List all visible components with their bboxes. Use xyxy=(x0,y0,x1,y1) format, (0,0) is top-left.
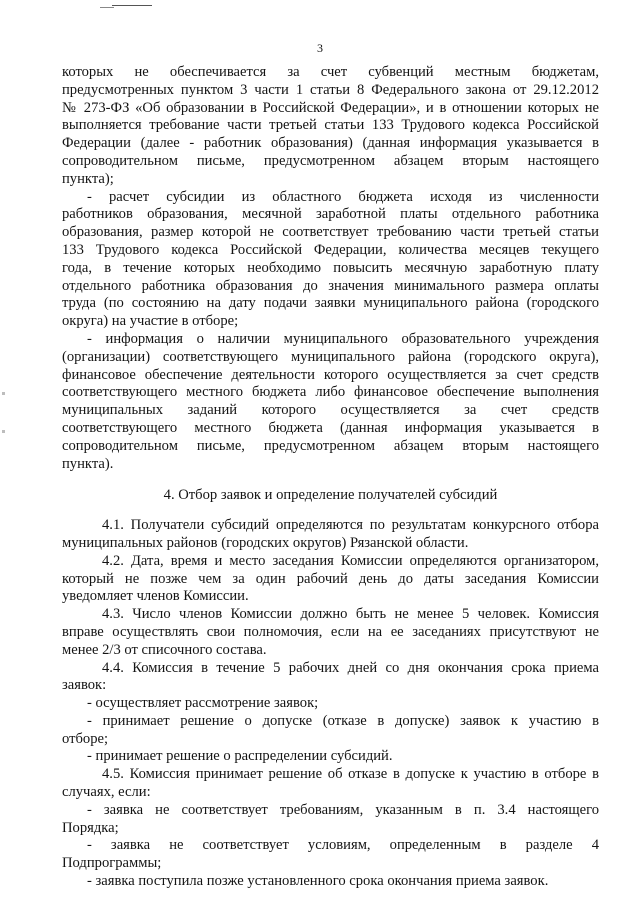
paragraph xyxy=(62,64,599,189)
text-line: соответствующего местного бюджета либо финансовое обеспечение выполнения xyxy=(62,384,599,401)
paragraph xyxy=(62,517,599,535)
paragraph xyxy=(62,535,599,553)
paragraph xyxy=(62,553,599,571)
text-line: 4.1. Получатели субсидий определяются по результатам конкурсного отбора xyxy=(102,517,599,534)
text-line: предусмотренных пунктом 3 части 1 статьи 8 Федерального закона от 29.12.2012 xyxy=(62,81,599,98)
text-line: - информация о наличии муниципального образовательного учреждения xyxy=(87,330,599,347)
text-line: Подпрограммы; xyxy=(62,855,162,872)
text-line: вправе осуществлять свои полномочия, если на ее заседаниях присутствуют не xyxy=(62,623,599,640)
text-line: - осуществляет рассмотрение заявок; xyxy=(87,695,319,712)
text-line: года, в течение которых необходимо повысить месячную заработную плату xyxy=(62,259,599,276)
text-line: 4.5. Комиссия принимает решение об отказе в допуске к участию в отборе в xyxy=(102,766,599,783)
scan-mark xyxy=(100,7,114,8)
paragraph xyxy=(62,731,599,749)
text-line: образования, размер которой не соответствует требованию части третьей статьи xyxy=(62,224,599,241)
paragraph xyxy=(62,624,599,660)
text-line: выполняется требование части третьей статьи 133 Трудового кодекса Российской xyxy=(62,117,599,134)
text-line: - заявка не соответствует требованиям, указанным в п. 3.4 настоящего xyxy=(87,801,599,818)
paragraph xyxy=(62,349,599,474)
paragraph xyxy=(62,206,599,331)
page-number: 3 xyxy=(317,41,323,55)
text-line: - расчет субсидии из областного бюджета исходя из численности xyxy=(87,188,599,205)
text-line: отборе; xyxy=(62,730,109,747)
text-line: пункта). xyxy=(62,455,114,472)
paragraph xyxy=(62,873,599,891)
text-line: работников образования, месячной заработной платы отдельного работника xyxy=(62,206,599,223)
text-line: сопроводительном письме, предусмотренном абзацем вторым настоящего xyxy=(62,437,599,454)
paragraph xyxy=(62,677,599,695)
text-line: соответствующего местного бюджета (данная информация указывается в xyxy=(62,419,599,436)
paragraph xyxy=(62,837,599,855)
text-line: который не позже чем за один рабочий день до даты заседания Комиссии xyxy=(62,570,599,587)
paragraph xyxy=(62,189,599,207)
text-line: - заявка не соответствует условиям, определенным в разделе 4 xyxy=(87,837,599,854)
text-line: - принимает решение о допуске (отказе в допуске) заявок к участию в xyxy=(87,712,599,729)
paragraph xyxy=(62,660,599,678)
text-line: которых не обеспечивается за счет субвенций местным бюджетам, xyxy=(62,64,599,80)
paragraph xyxy=(62,820,599,838)
text-line: менее 2/3 от списочного состава. xyxy=(62,641,267,658)
text-line: 4.4. Комиссия в течение 5 рабочих дней со дня окончания срока приема xyxy=(102,659,599,676)
text-line: отдельного работника образования до значения минимального размера оплаты xyxy=(62,277,599,294)
paragraph xyxy=(62,748,599,766)
paragraph xyxy=(62,331,599,349)
text-line: случаях, если: xyxy=(62,784,151,801)
paragraph xyxy=(62,855,599,873)
paragraph xyxy=(62,695,599,713)
paragraph xyxy=(62,606,599,624)
paragraph xyxy=(62,784,599,802)
text-line: финансовое обеспечение деятельности которого осуществляется за счет средств xyxy=(62,366,599,383)
text-line: муниципальных заданий которого осуществляется за счет средств xyxy=(62,402,599,419)
text-line: 4.2. Дата, время и место заседания Комиссии определяются организатором, xyxy=(102,552,599,569)
text-line: 4.3. Число членов Комиссии должно быть не менее 5 человек. Комиссия xyxy=(102,606,599,623)
text-line: - принимает решение о распределении субсидий. xyxy=(87,748,393,765)
scan-speck xyxy=(2,392,5,395)
text-line: муниципальных районов (городских округов) Рязанской области. xyxy=(62,534,469,551)
text-line: уведомляет членов Комиссии. xyxy=(62,588,249,605)
text-line: заявок: xyxy=(62,677,107,694)
text-line: труда (по состоянию на дату подачи заявки муниципального района (городского xyxy=(62,295,599,312)
text-line: № 273-ФЗ «Об образовании в Российской Федерации», и в отношении которых не xyxy=(62,99,599,116)
paragraph xyxy=(62,713,599,731)
paragraph xyxy=(62,571,599,607)
scan-speck xyxy=(2,430,5,433)
paragraph xyxy=(62,802,599,820)
text-line: Порядка; xyxy=(62,819,119,836)
document-body xyxy=(62,64,599,891)
paragraph xyxy=(62,766,599,784)
text-line: сопроводительном письме, предусмотренном абзацем вторым настоящего xyxy=(62,152,599,169)
text-line: 133 Трудового кодекса Российской Федерации, количества месяцев текущего xyxy=(62,241,599,258)
scan-mark xyxy=(112,5,152,6)
text-line: Федерации (далее - работник образования) (данная информация указывается в xyxy=(62,135,599,152)
section-heading: 4. Отбор заявок и определение получателей субсидий xyxy=(163,487,498,504)
text-line: - заявка поступила позже установленного срока окончания приема заявок. xyxy=(87,873,549,890)
text-line: пункта); xyxy=(62,170,114,187)
text-line: (организации) соответствующего муниципального района (городского округа), xyxy=(62,348,599,365)
text-line: округа) на участие в отборе; xyxy=(62,313,239,330)
